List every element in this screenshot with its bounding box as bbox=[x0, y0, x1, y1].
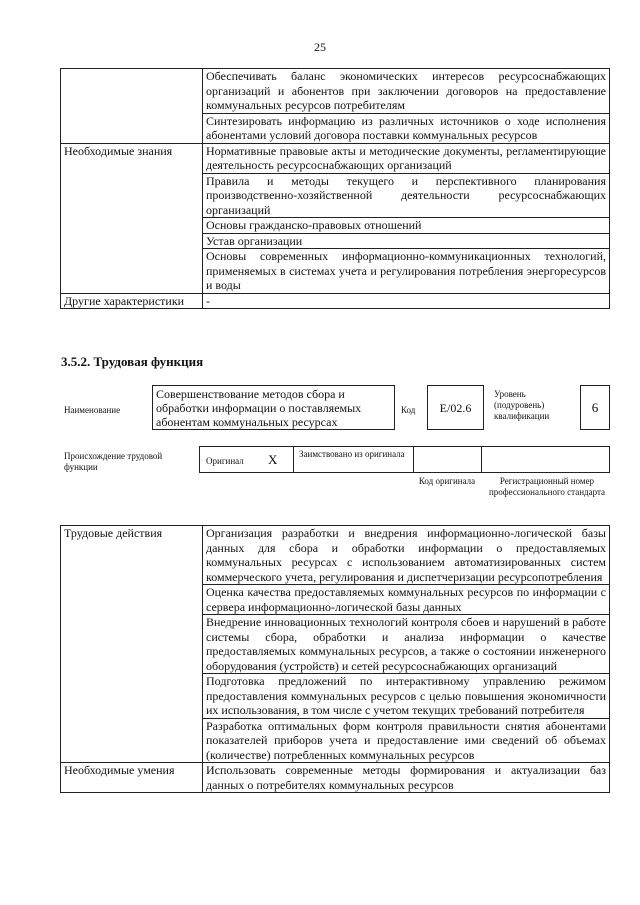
reg-number-caption: Регистрационный номер профессионального стандарта bbox=[488, 476, 606, 497]
row-text: Оценка качества предоставляемых коммунальных ресурсов по информации с сервера информационно-логической базы данных bbox=[203, 585, 610, 615]
row-text: Обеспечивать баланс экономических интересов ресурсоснабжающих организаций и абонентов при заключении договоров на предоставление коммунальных ресурсов потребителям bbox=[203, 69, 610, 114]
page-number: 25 bbox=[314, 40, 326, 54]
borrowed-label: Заимствовано из оригинала bbox=[299, 449, 405, 459]
row-text: Основы гражданско-правовых отношений bbox=[203, 218, 610, 234]
bottom-table-row bbox=[61, 763, 610, 793]
level-value: 6 bbox=[591, 400, 599, 415]
row-text: Внедрение инновационных технологий контроля сбоев и нарушений в работе системы сбора, обработки и анализа информации о качестве предоставляемых коммунальных ресурсов, а также о состоянии инженерного оборудования (устройств) и сетей ресурсоснабжающих организаций bbox=[203, 615, 610, 674]
origin-divider-1 bbox=[293, 447, 294, 472]
row-text: Основы современных информационно-коммуникационных технологий, применяемых в системах учета и регулирования потребления энергоресурсов и воды bbox=[203, 249, 610, 294]
code-box bbox=[427, 385, 484, 430]
row-label: Трудовые действия bbox=[61, 526, 203, 763]
name-box bbox=[152, 385, 395, 430]
original-mark: X bbox=[268, 452, 278, 467]
original-label: Оригинал bbox=[206, 456, 244, 466]
requirements-table-bottom bbox=[60, 525, 610, 793]
section-title: 3.5.2. Трудовая функция bbox=[61, 354, 204, 369]
row-text: Нормативные правовые акты и методические документы, регламентирующие деятельность ресурсоснабжающих организаций bbox=[203, 143, 610, 173]
top-table-row bbox=[61, 293, 610, 309]
requirements-table-top bbox=[60, 68, 610, 309]
top-table-row bbox=[61, 69, 610, 114]
name-label: Наименование bbox=[64, 405, 121, 415]
row-text: Синтезировать информацию из различных источников о ходе исполнения абонентами условий договора поставки коммунальных ресурсов bbox=[203, 113, 610, 143]
row-text: Устав организации bbox=[203, 233, 610, 249]
origin-box bbox=[199, 446, 610, 473]
code-value: E/02.6 bbox=[439, 401, 472, 415]
top-table-row bbox=[61, 143, 610, 173]
row-text: Организация разработки и внедрения информационно-логической базы данных для сбора и обработки информации о предоставляемых коммунальных ресурсах с использованием автоматизированных систем коммерческого учета, регулирования и диспетчеризации ресурсопотребления bbox=[203, 526, 610, 585]
row-text: - bbox=[203, 293, 610, 309]
row-text: Подготовка предложений по интерактивному управлению режимом предоставления коммунальных ресурсов с целью повышения экономичности их использования, в том числе с учетом текущих требований потребителя bbox=[203, 674, 610, 719]
name-value: Совершенствование методов сбора и обработки информации о поставляемых абонентам коммунальных ресурсах bbox=[156, 387, 362, 429]
row-label: Другие характеристики bbox=[61, 293, 203, 309]
row-label: Необходимые умения bbox=[61, 763, 203, 793]
row-text: Использовать современные методы формирования и актуализации баз данных о потребителях коммунальных ресурсов bbox=[203, 763, 610, 793]
level-box bbox=[580, 385, 610, 430]
origin-label: Происхождение трудовой функции bbox=[64, 451, 163, 472]
row-text: Правила и методы текущего и перспективного планирования производственно-хозяйственной деятельности ресурсоснабжающих организаций bbox=[203, 173, 610, 218]
level-label: Уровень (подуровень) квалификации bbox=[494, 389, 550, 421]
origin-divider-2 bbox=[413, 447, 414, 472]
row-label: Необходимые знания bbox=[61, 143, 203, 293]
row-text: Разработка оптимальных форм контроля правильности снятия абонентами показателей приборов учета и предоставление ими сведений об объемах (количестве) потребленных коммунальных ресурсов bbox=[203, 718, 610, 763]
code-label: Код bbox=[401, 405, 416, 415]
origin-divider-3 bbox=[481, 447, 482, 472]
row-label bbox=[61, 69, 203, 144]
bottom-table-row bbox=[61, 526, 610, 585]
code-original-caption: Код оригинала bbox=[418, 476, 476, 486]
